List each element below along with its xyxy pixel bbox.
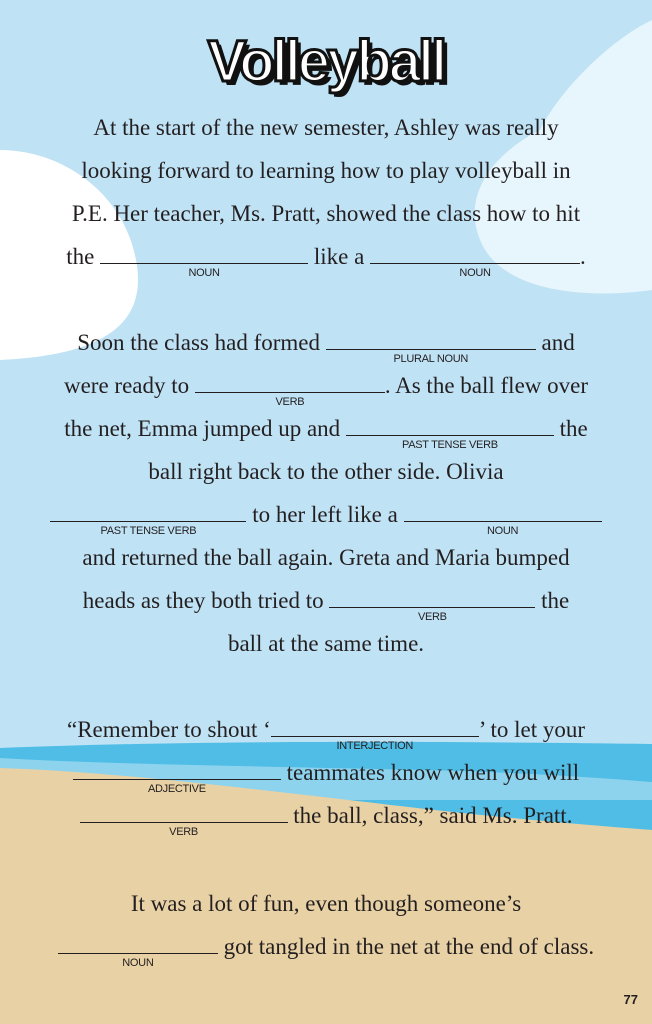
blank-verb[interactable] <box>195 372 385 408</box>
text-segment: the <box>541 588 570 613</box>
text-line <box>0 802 652 838</box>
blank-label: ADJECTIVE <box>147 783 206 795</box>
text-line: ball at the same time. <box>227 631 425 656</box>
blank-noun[interactable] <box>370 243 580 279</box>
blank-label: NOUN <box>459 267 491 279</box>
text-segment: . <box>580 244 586 269</box>
text-segment: and <box>541 330 575 355</box>
page-number: 77 <box>623 992 638 1007</box>
text-segment: to her left like a <box>252 502 398 527</box>
blank-past-tense-verb[interactable] <box>50 501 246 537</box>
blank-plural-noun[interactable] <box>326 329 536 365</box>
text-line: It was a lot of fun, even though someone’s <box>130 891 522 916</box>
page-title: Volleyball <box>207 29 445 94</box>
text-line: ball right back to the other side. Olivia <box>148 459 504 484</box>
text-line <box>0 329 652 365</box>
blank-interjection[interactable] <box>271 716 479 752</box>
blank-label: NOUN <box>188 267 220 279</box>
text-segment: ’ to let your <box>478 717 585 742</box>
text-segment: like a <box>313 244 365 269</box>
text-line <box>0 415 652 451</box>
blank-noun[interactable] <box>100 243 308 279</box>
text-line <box>0 501 652 537</box>
blank-past-tense-verb[interactable] <box>346 415 554 451</box>
blank-verb[interactable] <box>80 802 288 838</box>
blank-noun[interactable] <box>58 933 218 969</box>
text-line <box>0 372 652 408</box>
text-segment: heads as they both tried to <box>82 588 324 613</box>
blank-label: PLURAL NOUN <box>393 353 469 365</box>
text-line: looking forward to learning how to play volleyball in <box>81 158 571 183</box>
text-line: and returned the ball again. Greta and Maria bumped <box>82 545 570 570</box>
text-line <box>0 759 652 795</box>
blank-label: PAST TENSE VERB <box>100 525 197 537</box>
text-line <box>0 587 652 623</box>
text-line: At the start of the new semester, Ashley was really <box>93 115 559 140</box>
blank-label: VERB <box>275 396 305 408</box>
blank-label: PAST TENSE VERB <box>402 439 498 451</box>
text-segment: the ball, class,” said Ms. Pratt. <box>293 803 573 828</box>
text-segment: Soon the class had formed <box>77 330 320 355</box>
text-segment: the <box>559 416 588 441</box>
text-segment: were ready to <box>63 373 190 398</box>
blank-label: NOUN <box>122 957 154 969</box>
blank-label: VERB <box>417 611 447 623</box>
text-segment: the <box>66 244 95 269</box>
blank-noun[interactable] <box>404 501 602 537</box>
text-segment: got tangled in the net at the end of class. <box>223 934 595 959</box>
blank-label: NOUN <box>486 525 519 537</box>
blank-adjective[interactable] <box>73 759 281 795</box>
text-segment: the net, Emma jumped up and <box>64 416 341 441</box>
text-segment: “Remember to shout ‘ <box>66 717 271 742</box>
text-segment: . As the ball flew over <box>384 373 589 398</box>
blank-verb[interactable] <box>329 587 535 623</box>
blank-label: INTERJECTION <box>336 740 413 752</box>
text-segment: teammates know when you will <box>286 760 580 785</box>
blank-label: VERB <box>169 826 198 838</box>
text-line: P.E. Her teacher, Ms. Pratt, showed the class how to hit <box>71 201 581 226</box>
text-line <box>0 933 652 969</box>
text-line <box>0 243 652 279</box>
text-line <box>0 716 652 752</box>
